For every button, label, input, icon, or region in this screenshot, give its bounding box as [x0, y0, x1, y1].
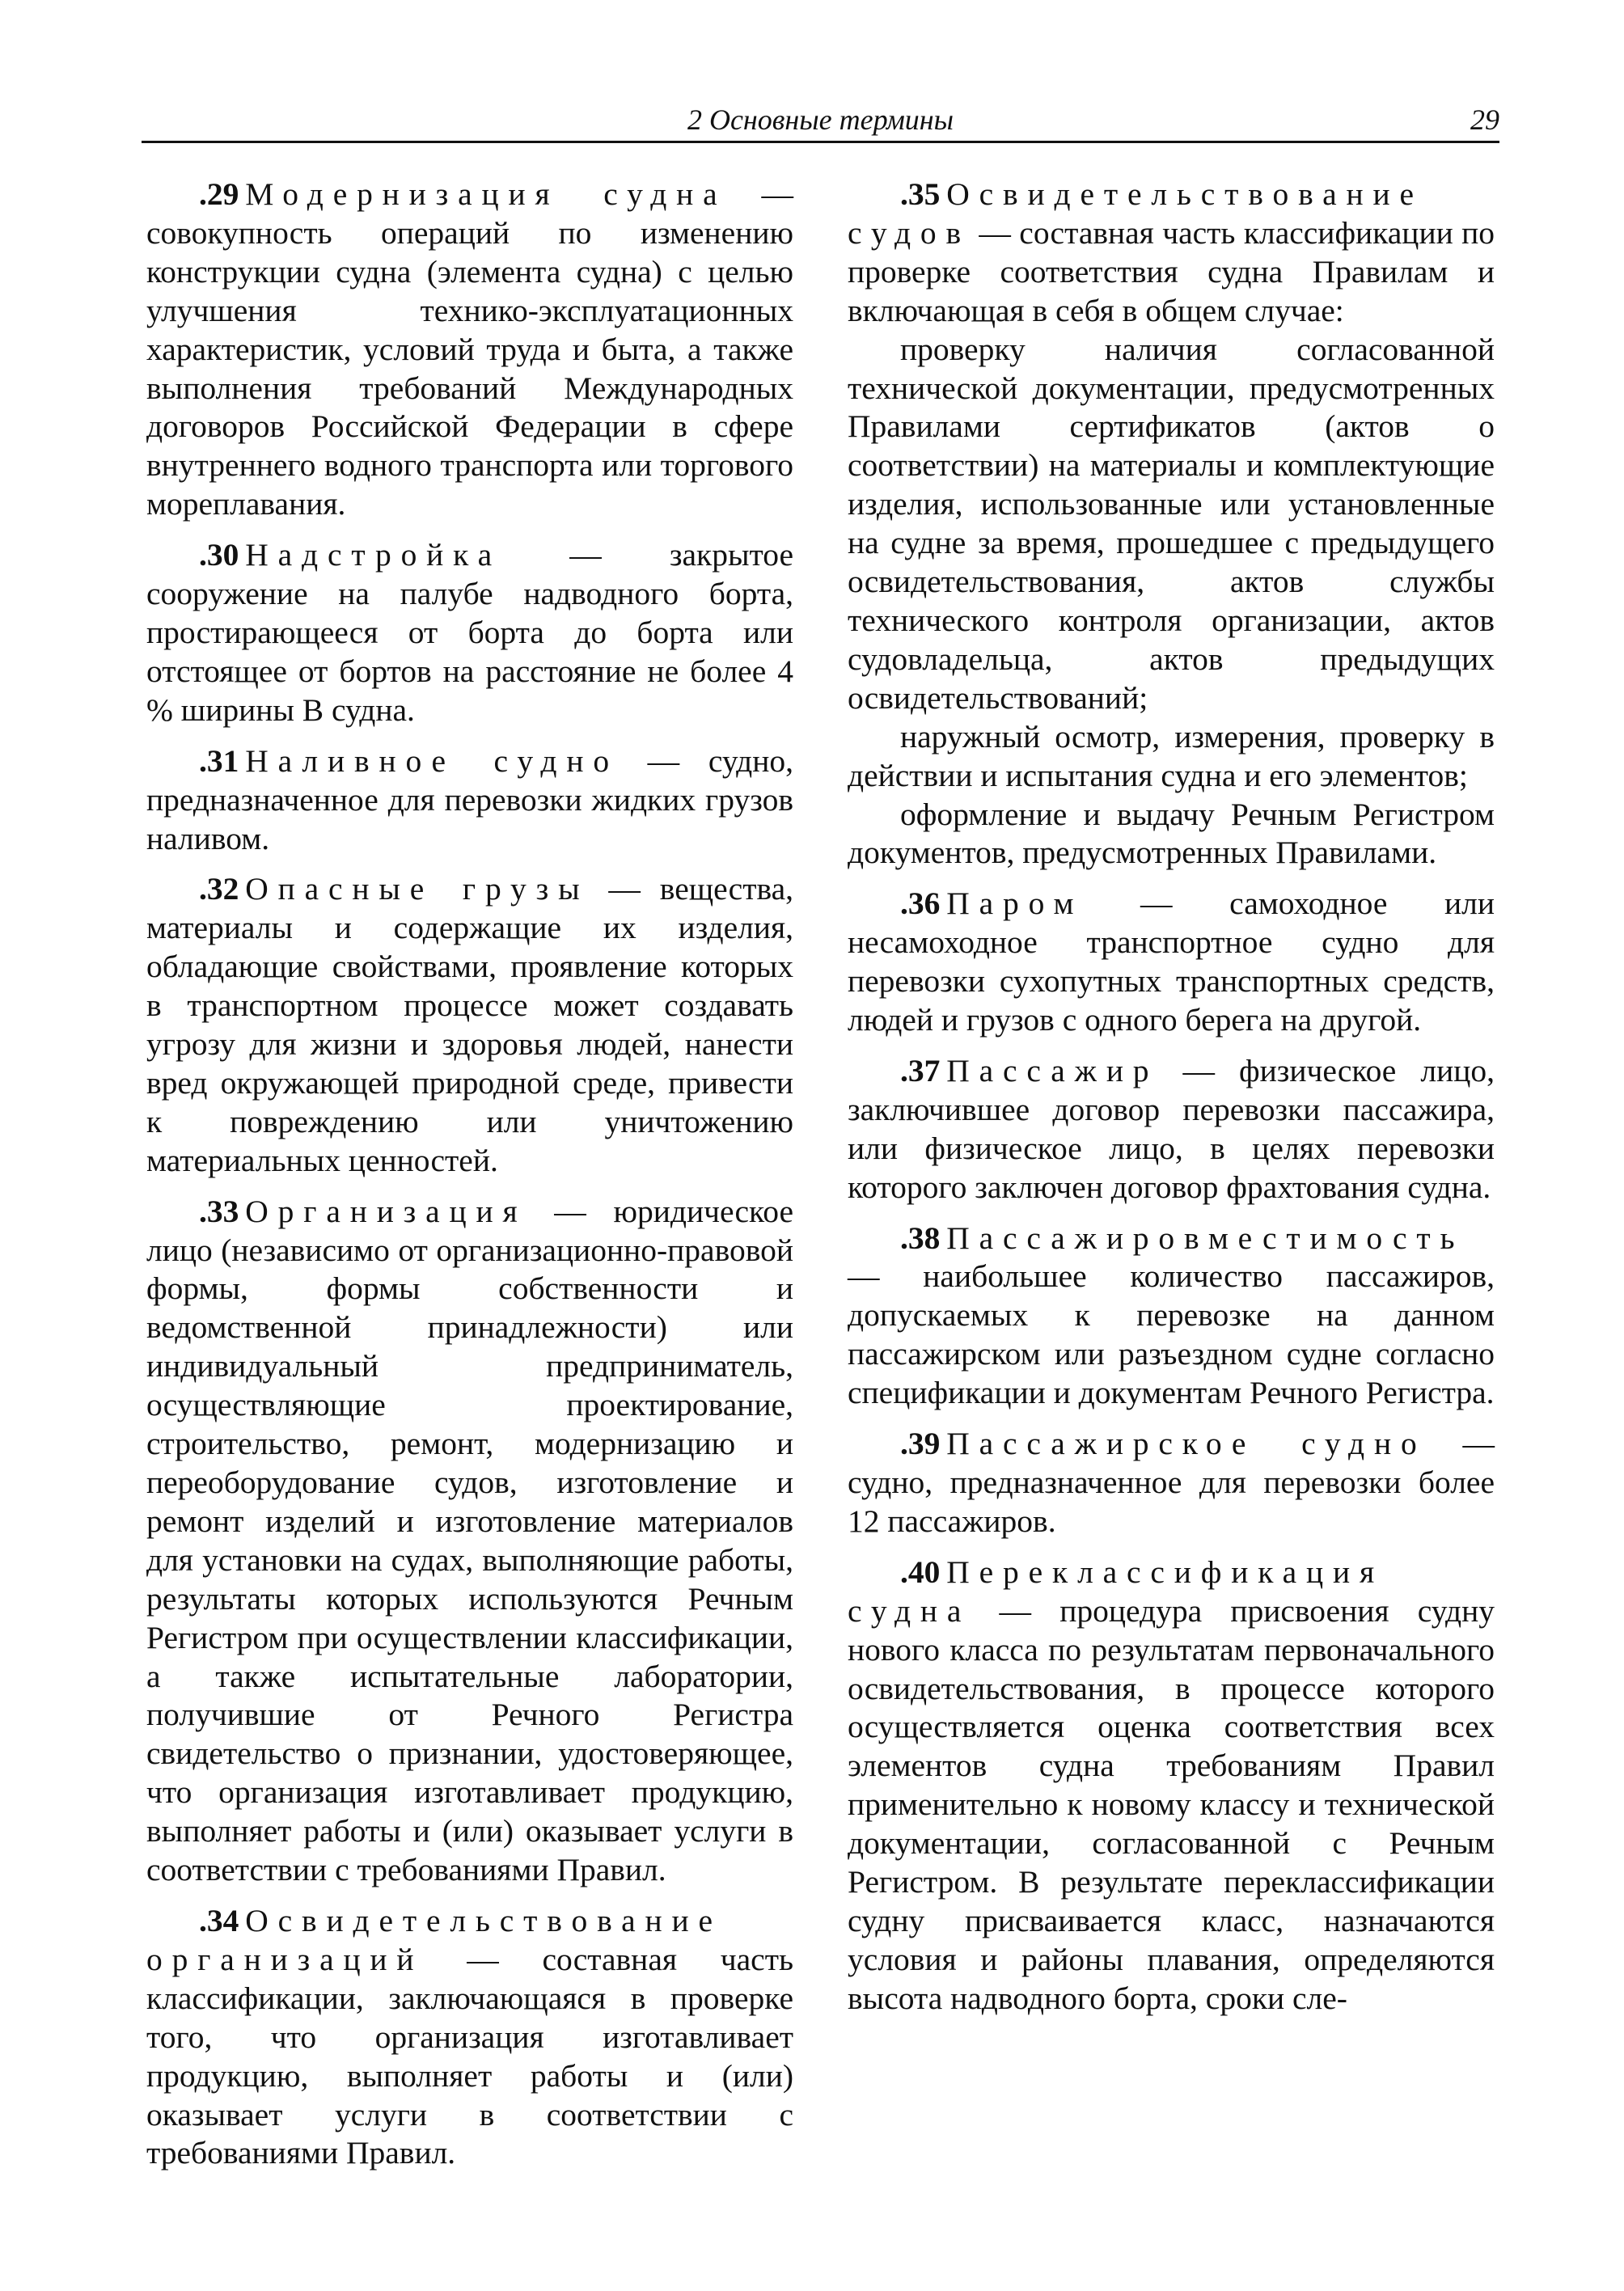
entry-number: .33 [199, 1193, 239, 1229]
entry-number: .35 [900, 176, 941, 212]
term-entry-37 [848, 1052, 1495, 1207]
survey-list-item: оформление и выдачу Речным Регистром документов, предусмотренных Правилами. [848, 796, 1495, 871]
running-title: 2 Основные термины [687, 104, 954, 136]
entry-number: .37 [900, 1052, 941, 1088]
term-definition: — составная часть классификации по проверке соответствия судна Правилам и включающая в себя в общем случае: [848, 214, 1495, 328]
term-entry-33 [146, 1193, 793, 1890]
term-definition: — самоходное или несамоходное транспортное судно для перевозки сухопутных транспортных средств, людей и грузов с одного берега на другой. [848, 886, 1495, 1038]
term-name: Переклассификация судна [848, 1553, 1385, 1629]
page-number: 29 [1470, 104, 1499, 136]
page-header [142, 100, 1499, 143]
entry-number: .39 [900, 1426, 941, 1462]
term-definition: — наибольшее количество пассажиров, допускаемых к перевозке на данном пассажирском или разъездном судне согласно спецификации и документам Речного Регистра. [848, 1258, 1495, 1411]
entry-number: .40 [900, 1553, 941, 1590]
term-entry-30 [146, 536, 793, 730]
term-entry-31 [146, 742, 793, 859]
entry-number: .29 [199, 176, 239, 212]
survey-list-item: наружный осмотр, измерения, проверку в действии и испытания судна и его элементов; [848, 718, 1495, 793]
survey-list-item: проверку наличия согласованной технической документации, предусмотренных Правилами сертификатов (актов о соответствии) на материалы и комплектующие изделия, использованные или установленные на судне за время, прошедшее с предыдущего освидетельствования, актов службы технического контроля организации, актов судовладельца, актов предыдущих освидетельствований; [848, 331, 1495, 716]
term-definition: — совокупность операций по изменению конструкции судна (элемента судна) с целью улучшения технико-эксплуатационных характеристик, условий труда и быта, а также выполнения требований Международных договоров Российской Федерации в сфере внутреннего водного транспорта или торгового мореплавания. [146, 176, 793, 522]
term-definition: — вещества, материалы и содержащие их изделия, обладающие свойствами, проявление которых в транспортном процессе может создавать угрозу для жизни и здоровья людей, нанести вред окружающей природной среде, привести к повреждению или уничтожению материальных ценностей. [146, 871, 793, 1178]
term-entry-35-heading [848, 175, 1495, 331]
term-definition: — юридическое лицо (независимо от организационно-правовой формы, формы собственности и ведомственной принадлежности) или индивидуальный предприниматель, осуществляющие проектирование, строительство, ремонт, модернизацию и переоборудование судов, изготовление и ремонт изделий и изготовление материалов для установки на судах, выполняющие работы, результаты которых используются Речным Регистром при осуществлении классификации, а также испытательные лаборатории, получившие от Речного Регистра свидетельство о признании, удостоверяющее, что организация изготавливает продукцию, выполняет работы и (или) оказывает услуги в соответствии с требованиями Правил. [146, 1193, 793, 1888]
term-name: Пассажир [946, 1052, 1159, 1088]
term-name: Пассажирское судно [946, 1426, 1427, 1462]
term-definition: — судно, предназначенное для перевозки более 12 пассажиров. [848, 1426, 1495, 1539]
right-column [848, 175, 1495, 2031]
term-name: Паром [946, 886, 1084, 922]
term-entry-36 [848, 885, 1495, 1040]
term-name: Модернизация судна [245, 176, 727, 212]
entry-number: .30 [199, 537, 239, 573]
term-entry-39 [848, 1425, 1495, 1541]
term-entry-34 [146, 1902, 793, 2173]
term-entry-38 [848, 1219, 1495, 1414]
term-definition: — судно, предназначенное для перевозки жидких грузов наливом. [146, 742, 793, 856]
term-name: Пассажировместимость [946, 1219, 1465, 1256]
entry-number: .36 [900, 886, 941, 922]
term-entry-29 [146, 175, 793, 524]
entry-number: .38 [900, 1219, 941, 1256]
term-name: Освидетельствование судов [848, 176, 1423, 251]
term-definition: — процедура присвоения судну нового класса по результатам первоначального освидетельствования, в процессе которого осуществляется оценка соответствия всех элементов судна требованиям Правил применительно к новому классу и технической документации, согласованной с Речным Регистром. В результате переклассификации судну присваивается класс, назначаются условия и районы плавания, определяются высота надводного борта, сроки сле- [848, 1592, 1495, 2016]
term-entry-40 [848, 1553, 1495, 2018]
entry-number: .31 [199, 742, 239, 779]
term-entry-32 [146, 870, 793, 1180]
entry-number: .34 [199, 1902, 239, 1938]
term-definition: — составная часть классификации, заключающаяся в проверке того, что организация изготавливает продукцию, выполняет работы и (или) оказывает услуги в соответствии с требованиями Правил. [146, 1941, 793, 2171]
term-name: Надстройка [245, 537, 501, 573]
left-column [146, 175, 793, 2185]
entry-number: .32 [199, 871, 239, 907]
term-name: Освидетельствование организаций [146, 1902, 722, 1977]
term-definition: — физическое лицо, заключившее договор перевозки пассажира, или физическое лицо, в целях перевозки которого заключен договор фрахтования судна. [848, 1052, 1495, 1205]
term-entry-35 [848, 175, 1495, 873]
term-definition: — закрытое сооружение на палубе надводного борта, простирающееся от борта до борта или отстоящее от бортов на расстояние не более 4 % ширины B судна. [146, 537, 793, 728]
term-name: Опасные грузы [245, 871, 590, 907]
term-name: Наливное судно [245, 742, 619, 779]
term-name: Организация [245, 1193, 527, 1229]
